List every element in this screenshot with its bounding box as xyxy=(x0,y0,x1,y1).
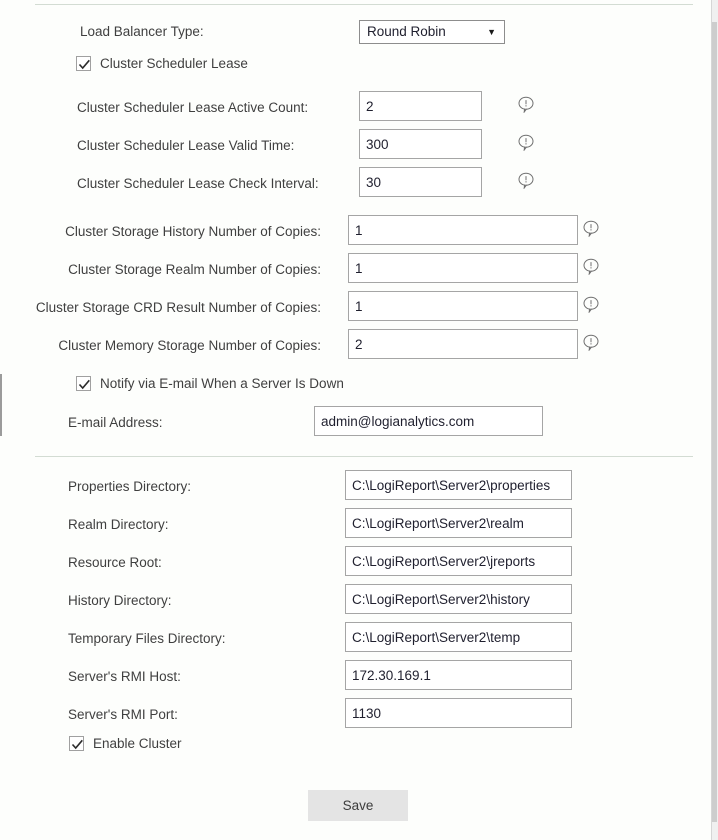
chevron-down-icon: ▼ xyxy=(487,27,496,37)
storage-realm-copies-label: Cluster Storage Realm Number of Copies: xyxy=(68,262,321,277)
storage-crd-result-copies-label: Cluster Storage CRD Result Number of Copies: xyxy=(35,300,321,315)
server-rmi-host-label: Server's RMI Host: xyxy=(68,669,181,684)
cluster-scheduler-lease-label: Cluster Scheduler Lease xyxy=(100,56,248,71)
help-bubble-icon[interactable] xyxy=(518,134,534,151)
memory-storage-copies-input[interactable] xyxy=(348,329,578,359)
temporary-files-directory-label: Temporary Files Directory: xyxy=(68,631,226,646)
enable-cluster-label: Enable Cluster xyxy=(93,736,182,751)
notify-email-checkbox[interactable] xyxy=(76,376,344,391)
checkmark-icon xyxy=(78,58,91,71)
notify-email-label: Notify via E-mail When a Server Is Down xyxy=(100,376,344,391)
realm-directory-input[interactable] xyxy=(345,508,572,538)
help-bubble-icon[interactable] xyxy=(583,296,599,313)
resource-root-label: Resource Root: xyxy=(68,555,162,570)
lease-check-interval-input[interactable] xyxy=(359,167,482,197)
lease-valid-time-label: Cluster Scheduler Lease Valid Time: xyxy=(77,138,295,153)
resource-root-input[interactable] xyxy=(345,546,572,576)
email-address-input[interactable] xyxy=(314,406,543,436)
storage-history-copies-label: Cluster Storage History Number of Copies: xyxy=(65,224,321,239)
help-bubble-icon[interactable] xyxy=(583,334,599,351)
realm-directory-label: Realm Directory: xyxy=(68,517,169,532)
server-rmi-host-input[interactable] xyxy=(345,660,572,690)
section-divider-middle xyxy=(35,456,693,457)
memory-storage-copies-label: Cluster Memory Storage Number of Copies: xyxy=(58,338,321,353)
help-bubble-icon[interactable] xyxy=(583,258,599,275)
right-scrollbar-track[interactable] xyxy=(711,0,718,840)
checkmark-icon xyxy=(78,378,91,391)
history-directory-input[interactable] xyxy=(345,584,572,614)
lease-check-interval-label: Cluster Scheduler Lease Check Interval: xyxy=(77,176,319,191)
lease-active-count-label: Cluster Scheduler Lease Active Count: xyxy=(77,100,309,115)
checkbox-box xyxy=(76,56,91,71)
section-divider-top xyxy=(35,4,693,5)
checkmark-icon xyxy=(71,738,84,751)
checkbox-box xyxy=(69,736,84,751)
temporary-files-directory-input[interactable] xyxy=(345,622,572,652)
save-button[interactable]: Save xyxy=(308,790,408,821)
storage-history-copies-input[interactable] xyxy=(348,215,578,245)
help-bubble-icon[interactable] xyxy=(583,220,599,237)
history-directory-label: History Directory: xyxy=(68,593,172,608)
left-scrollbar-thumb[interactable] xyxy=(0,374,2,436)
cluster-scheduler-lease-checkbox[interactable] xyxy=(76,56,248,71)
server-rmi-port-label: Server's RMI Port: xyxy=(68,707,178,722)
lease-active-count-input[interactable] xyxy=(359,91,482,121)
email-address-label: E-mail Address: xyxy=(68,415,163,430)
load-balancer-type-value: Round Robin xyxy=(367,24,446,39)
properties-directory-input[interactable] xyxy=(345,470,572,500)
properties-directory-label: Properties Directory: xyxy=(68,479,192,494)
help-bubble-icon[interactable] xyxy=(518,96,534,113)
server-rmi-port-input[interactable] xyxy=(345,698,572,728)
load-balancer-type-label: Load Balancer Type: xyxy=(80,24,204,39)
lease-valid-time-input[interactable] xyxy=(359,129,482,159)
enable-cluster-checkbox[interactable] xyxy=(69,736,182,751)
storage-crd-result-copies-input[interactable] xyxy=(348,291,578,321)
checkbox-box xyxy=(76,376,91,391)
right-scrollbar-thumb[interactable] xyxy=(712,22,717,822)
load-balancer-type-select[interactable] xyxy=(359,20,505,44)
help-bubble-icon[interactable] xyxy=(518,172,534,189)
storage-realm-copies-input[interactable] xyxy=(348,253,578,283)
